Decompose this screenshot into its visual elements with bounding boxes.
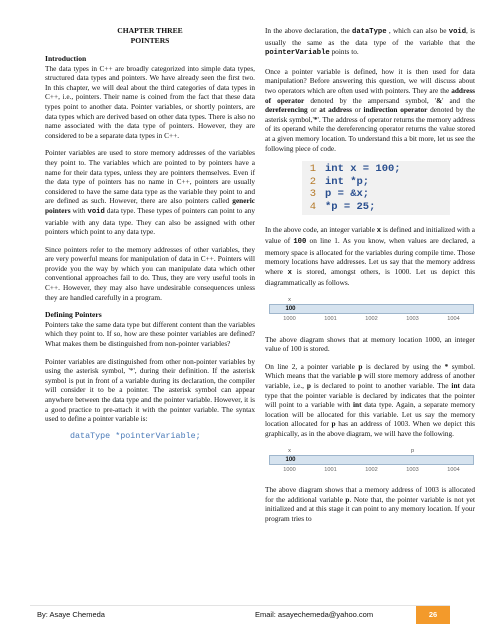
code-line [302, 201, 450, 214]
left-column [45, 26, 255, 441]
memory-value: 100 [285, 306, 296, 313]
paragraph: Once a pointer variable is defined, how it is then used for data manipulation? Before answering this question, we will discuss about two operators which are often used with pointers. They are the address of operator denoted by the ampersand symbol, '&' and the dereferencing or at address or indirection operator denoted by the asterisk symbol,'*'. The address of operator returns the memory address of its operand while the dereferencing operator returns the value stored at a given memory location. To understand this a bit more, let us see the following piece of code. [265, 66, 475, 153]
address-label: 1000 [283, 466, 296, 473]
paragraph: The above diagram shows that at memory location 1000, an integer value of 100 is stored. [265, 334, 475, 354]
address-label: 1001 [324, 466, 337, 473]
chapter-subtitle: POINTERS [130, 35, 170, 45]
paragraph: In the above declaration, the dataType , which can also be void, is usually the same as the data type of the variable that the pointerVariable points to. [265, 26, 476, 58]
paragraph: On line 2, a pointer variable p is declared by using the * symbol. Which means that the variable p will store memory address of another variable, i.e., p is declared to point to another variable. The int data type that the pointer variable is declared by indicates that the pointer will point to a variable with int data type. Again, a separate memory location will be allocated for this variable. Let us say the memory location allocated for p has an address of 1003. When we depict this graphically, as in the above diagram, we will have the following. [265, 361, 476, 438]
code-text: int *p; [325, 175, 370, 188]
memory-bar [269, 455, 474, 465]
syntax-code: dataType *pointerVariable; [70, 430, 201, 441]
memory-diagram-2 [269, 447, 474, 476]
address-label: 1003 [406, 466, 419, 473]
line-number: 4 [309, 200, 316, 213]
section-heading-defining-pointers: Defining Pointers [45, 310, 102, 320]
memory-diagram-1 [269, 296, 474, 325]
code-listing [302, 161, 450, 214]
footer-author: By: Asaye Chemeda [37, 610, 105, 619]
memory-addresses [269, 315, 474, 325]
paragraph: The above diagram shows that a memory address of 1003 is allocated for the additional variable p. Note that, the pointer variable is not yet initialized and at this stage it can point to any memory location. If your program tries to [265, 485, 475, 523]
code-line [302, 176, 450, 189]
section-heading-introduction: Introduction [45, 54, 87, 63]
code-text: *p = 25; [325, 200, 376, 213]
paragraph: In the above code, an integer variable x is defined and initialized with a value of 100 on line 1. As you know, when values are declared, a memory space is allocated for the variables during compile time. Those memory locations have addresses. Let us say that the memory address where x is stored, amongst others, is 1000. Let us depict this diagrammatically as follows. [265, 224, 475, 288]
address-label: 1003 [406, 316, 419, 323]
address-label: 1004 [447, 316, 460, 323]
variable-label-p: p [410, 447, 415, 454]
memory-value: 100 [285, 456, 296, 463]
code-text: int x = 100; [325, 163, 401, 176]
address-label: 1002 [365, 466, 378, 473]
page-footer [30, 605, 450, 624]
paragraph: Pointer variables are distinguished from other non-pointer variables by using the asterisk symbol, '*', during their definition. If the asterisk symbol is put in front of a variable during its declaration, the compiler will consider it to be a pointer. The asterisk symbol can appear anywhere between the data type and the pointer variable. However, it is a good practice to pre-attach it with the pointer variable. The syntax used to define a pointer variable is: [45, 356, 255, 424]
code-line [302, 163, 450, 176]
address-label: 1004 [447, 466, 460, 473]
address-label: 1002 [365, 316, 378, 323]
chapter-title [45, 26, 255, 45]
footer-email: Email: asayechemeda@yahoo.com [255, 610, 374, 619]
paragraph: The data types in C++ are broadly categorized into simple data types, structured data types and pointers. We have already seen the first two. In this chapter, we will deal about the third categories of data types in C++, i.e., pointers. Their name is coined from the fact that these data types point to another data. Pointer variables, or shortly pointers, are data types which are derived based on other data types. There is also no name associated with the data type of pointers. However, they are considered to be a separate data types in C++. [45, 63, 255, 140]
line-number: 1 [309, 163, 316, 176]
paragraph: Since pointers refer to the memory addresses of other variables, they are very powerful means for manipulation of data in C++. Pointers will provide you the way by which you can manipulate data which other conventional approaches fail to do. Thus, they are very useful tools in C++. However, they may also have undesirable consequences unless they are handled carefully in a program. [45, 244, 255, 302]
variable-label: x [288, 297, 291, 304]
memory-addresses [269, 466, 474, 476]
line-number: 3 [309, 188, 316, 201]
page-number: 26 [416, 606, 450, 624]
variable-label-x: x [288, 447, 291, 454]
paragraph: Pointer variables are used to store memory addresses of the variables they point to. The variables which are pointed to by pointers have a name for their data types, unless they are pointers themselves. Even if the data type of pointers has no name in C++, pointers are usually considered to have the same data type as the variable they point to and are defined as such. However, there are also pointers called generic pointers with void data type. These types of pointers can point to any variable with any data type. They can also be assigned with other pointers which point to any data type. [45, 148, 255, 237]
line-number: 2 [309, 175, 316, 188]
chapter-number: CHAPTER THREE [117, 26, 183, 35]
right-column [265, 26, 475, 532]
address-label: 1001 [324, 316, 337, 323]
code-text: p = &x; [325, 188, 370, 201]
memory-bar [269, 304, 474, 314]
address-label: 1000 [283, 316, 296, 323]
code-line [302, 188, 450, 201]
paragraph: Pointers take the same data type but different content than the variables which they point to. If so, how are these pointer variables are defined? What makes them be distinguished from non-pointer variables? [45, 319, 255, 349]
